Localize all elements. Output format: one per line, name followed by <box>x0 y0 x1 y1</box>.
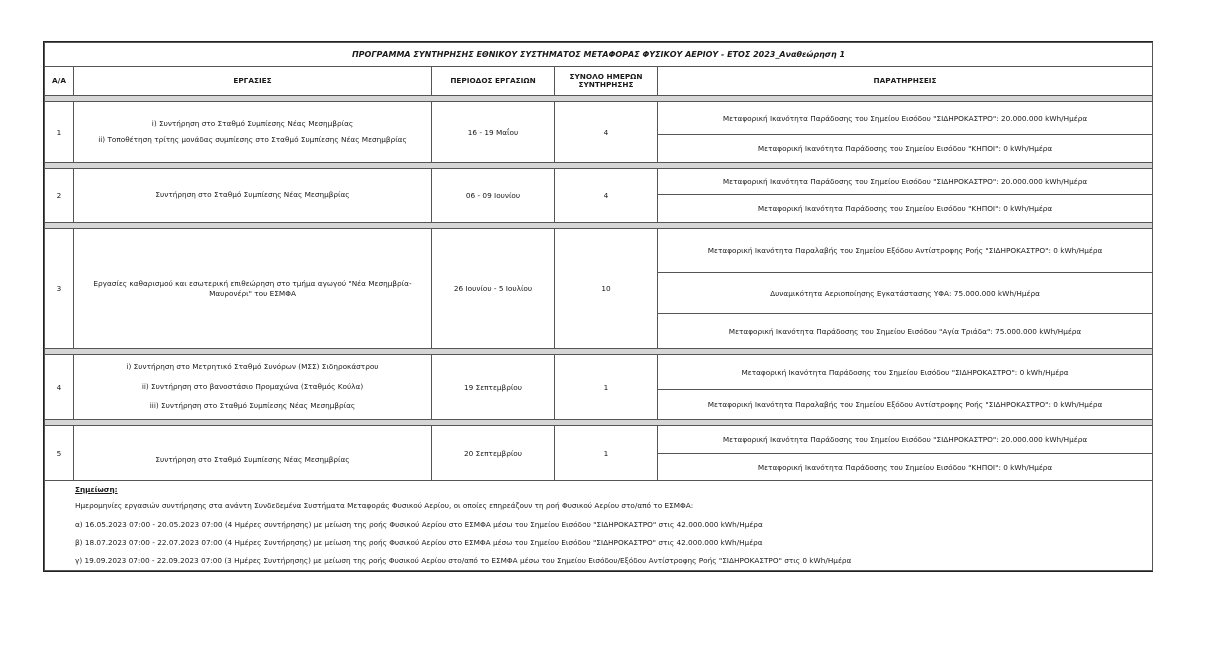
row-works <box>74 169 432 223</box>
row-remark: Μεταφορική Ικανότητα Παράδοσης του Σημείου Εισόδου "Αγία Τριάδα": 75.000.000 kWh/Ημέρα <box>658 314 1153 349</box>
notes-block <box>45 481 1153 571</box>
work-item: Εργασίες καθαρισμού και εσωτερική επιθεώρηση στο τμήμα αγωγού "Νέα Μεσημβρία-Μαυρονέρι" του ΕΣΜΦΑ <box>93 279 412 298</box>
notes-line: α) 16.05.2023 07:00 - 20.05.2023 07:00 (4 Ημέρες συντήρησης) με μείωση της ροής Φυσικού Αερίου στο ΕΣΜΦΑ μέσω του Σημείου Εισόδου "ΣΙΔΗΡΟΚΑΣΤΡΟ" στις 42.000.000 kWh/Ημέρα <box>75 519 763 529</box>
row-works <box>74 102 432 163</box>
work-item: i) Συντήρηση στο Σταθμό Συμπίεσης Νέας Μεσημβρίας <box>151 118 354 128</box>
row-period: 19 Σεπτεμβρίου <box>432 355 555 420</box>
row-aa: 5 <box>45 426 74 481</box>
row-remark: Μεταφορική Ικανότητα Παράδοσης του Σημείου Εισόδου "ΣΙΔΗΡΟΚΑΣΤΡΟ": 0 kWh/Ημέρα <box>658 355 1153 390</box>
row-aa: 1 <box>45 102 74 163</box>
row-period: 20 Σεπτεμβρίου <box>432 426 555 481</box>
work-item: ii) Τοποθέτηση τρίτης μονάδας συμπίεσης στο Σταθμό Συμπίεσης Νέας Μεσημβρίας <box>98 134 407 144</box>
notes-row <box>45 481 1153 571</box>
row-days: 1 <box>555 355 658 420</box>
row-days: 4 <box>555 102 658 163</box>
row-remark: Μεταφορική Ικανότητα Παραλαβής του Σημείου Εξόδου Αντίστροφης Ροής "ΣΙΔΗΡΟΚΑΣΤΡΟ": 0 kWh/Ημέρα <box>658 390 1153 420</box>
header-aa: Α/Α <box>45 67 74 96</box>
row-works <box>74 229 432 349</box>
header-works: ΕΡΓΑΣΙΕΣ <box>74 67 432 96</box>
header-remarks: ΠΑΡΑΤΗΡΗΣΕΙΣ <box>658 67 1153 96</box>
row-days: 1 <box>555 426 658 481</box>
maintenance-table <box>44 42 1153 571</box>
row-days: 4 <box>555 169 658 223</box>
table-row <box>45 169 1153 195</box>
row-remark: Μεταφορική Ικανότητα Παράδοσης του Σημείου Εισόδου "ΚΗΠΟΙ": 0 kWh/Ημέρα <box>658 454 1153 481</box>
row-remark: Μεταφορική Ικανότητα Παράδοσης του Σημείου Εισόδου "ΣΙΔΗΡΟΚΑΣΤΡΟ": 20.000.000 kWh/Ημέρα <box>658 426 1153 454</box>
maintenance-schedule-sheet <box>43 41 1153 572</box>
table-row <box>45 426 1153 454</box>
table-title: ΠΡΟΓΡΑΜΜΑ ΣΥΝΤΗΡΗΣΗΣ ΕΘΝΙΚΟΥ ΣΥΣΤΗΜΑΤΟΣ ΜΕΤΑΦΟΡΑΣ ΦΥΣΙΚΟΥ ΑΕΡΙΟΥ - ΕΤΟΣ 2023_Αναθεώρηση 1 <box>45 43 1153 67</box>
work-item: Συντήρηση στο Σταθμό Συμπίεσης Νέας Μεσημβρίας <box>155 190 350 200</box>
notes-line: Ημερομηνίες εργασιών συντήρησης στα ανάντη Συνδεδεμένα Συστήματα Μεταφοράς Φυσικού Αερίου, οι οποίες επηρεάζουν τη ροή Φυσικού Αερίου στο/από το ΕΣΜΦΑ: <box>75 501 694 511</box>
row-period: 26 Ιουνίου - 5 Ιουλίου <box>432 229 555 349</box>
table-row <box>45 229 1153 273</box>
work-item: ii) Συντήρηση στο βανοστάσιο Προμαχώνα (Σταθμός Κούλα) <box>141 381 364 391</box>
work-item: Συντήρηση στο Σταθμό Συμπίεσης Νέας Μεσημβρίας <box>155 455 350 464</box>
row-aa: 2 <box>45 169 74 223</box>
row-remark: Μεταφορική Ικανότητα Παράδοσης του Σημείου Εισόδου "ΣΙΔΗΡΟΚΑΣΤΡΟ": 20.000.000 kWh/Ημέρα <box>658 169 1153 195</box>
header-days: ΣΥΝΟΛΟ ΗΜΕΡΩΝ ΣΥΝΤΗΡΗΣΗΣ <box>555 67 658 96</box>
row-days: 10 <box>555 229 658 349</box>
row-remark: Δυναμικότητα Αεριοποίησης Εγκατάστασης ΥΦΑ: 75.000.000 kWh/Ημέρα <box>658 273 1153 314</box>
row-period: 06 - 09 Ιουνίου <box>432 169 555 223</box>
row-works <box>74 426 432 481</box>
row-aa: 4 <box>45 355 74 420</box>
row-remark: Μεταφορική Ικανότητα Παράδοσης του Σημείου Εισόδου "ΚΗΠΟΙ": 0 kWh/Ημέρα <box>658 195 1153 223</box>
title-row <box>45 43 1153 67</box>
notes-line: γ) 19.09.2023 07:00 - 22.09.2023 07:00 (3 Ημέρες Συντήρησης) με μείωση της ροής Φυσικού Αερίου στο/από το ΕΣΜΦΑ μέσω του Σημείου Εισόδου/Εξόδου Αντίστροφης Ροής "ΣΙΔΗΡΟΚΑΣΤΡΟ" στις 0 kWh/Ημέρα <box>75 556 852 566</box>
notes-label: Σημείωση: <box>75 485 118 494</box>
row-period: 16 - 19 Μαΐου <box>432 102 555 163</box>
table-row <box>45 355 1153 390</box>
header-row <box>45 67 1153 96</box>
row-remark: Μεταφορική Ικανότητα Παράδοσης του Σημείου Εισόδου "ΚΗΠΟΙ": 0 kWh/Ημέρα <box>658 135 1153 163</box>
table-row <box>45 102 1153 135</box>
row-remark: Μεταφορική Ικανότητα Παραλαβής του Σημείου Εξόδου Αντίστροφης Ροής "ΣΙΔΗΡΟΚΑΣΤΡΟ": 0 kWh/Ημέρα <box>658 229 1153 273</box>
header-period: ΠΕΡΙΟΔΟΣ ΕΡΓΑΣΙΩΝ <box>432 67 555 96</box>
row-remark: Μεταφορική Ικανότητα Παράδοσης του Σημείου Εισόδου "ΣΙΔΗΡΟΚΑΣΤΡΟ": 20.000.000 kWh/Ημέρα <box>658 102 1153 135</box>
work-item: iii) Συντήρηση στο Σταθμό Συμπίεσης Νέας Μεσημβρίας <box>149 401 356 411</box>
row-works <box>74 355 432 420</box>
notes-line: β) 18.07.2023 07:00 - 22.07.2023 07:00 (4 Ημέρες Συντήρησης) με μείωση της ροής Φυσικού Αερίου στο ΕΣΜΦΑ μέσω του Σημείου Εισόδου "ΣΙΔΗΡΟΚΑΣΤΡΟ" στις 42.000.000 kWh/Ημέρα <box>75 537 763 547</box>
work-item: i) Συντήρηση στο Μετρητικό Σταθμό Συνόρων (ΜΣΣ) Σιδηροκάστρου <box>126 361 379 371</box>
row-aa: 3 <box>45 229 74 349</box>
